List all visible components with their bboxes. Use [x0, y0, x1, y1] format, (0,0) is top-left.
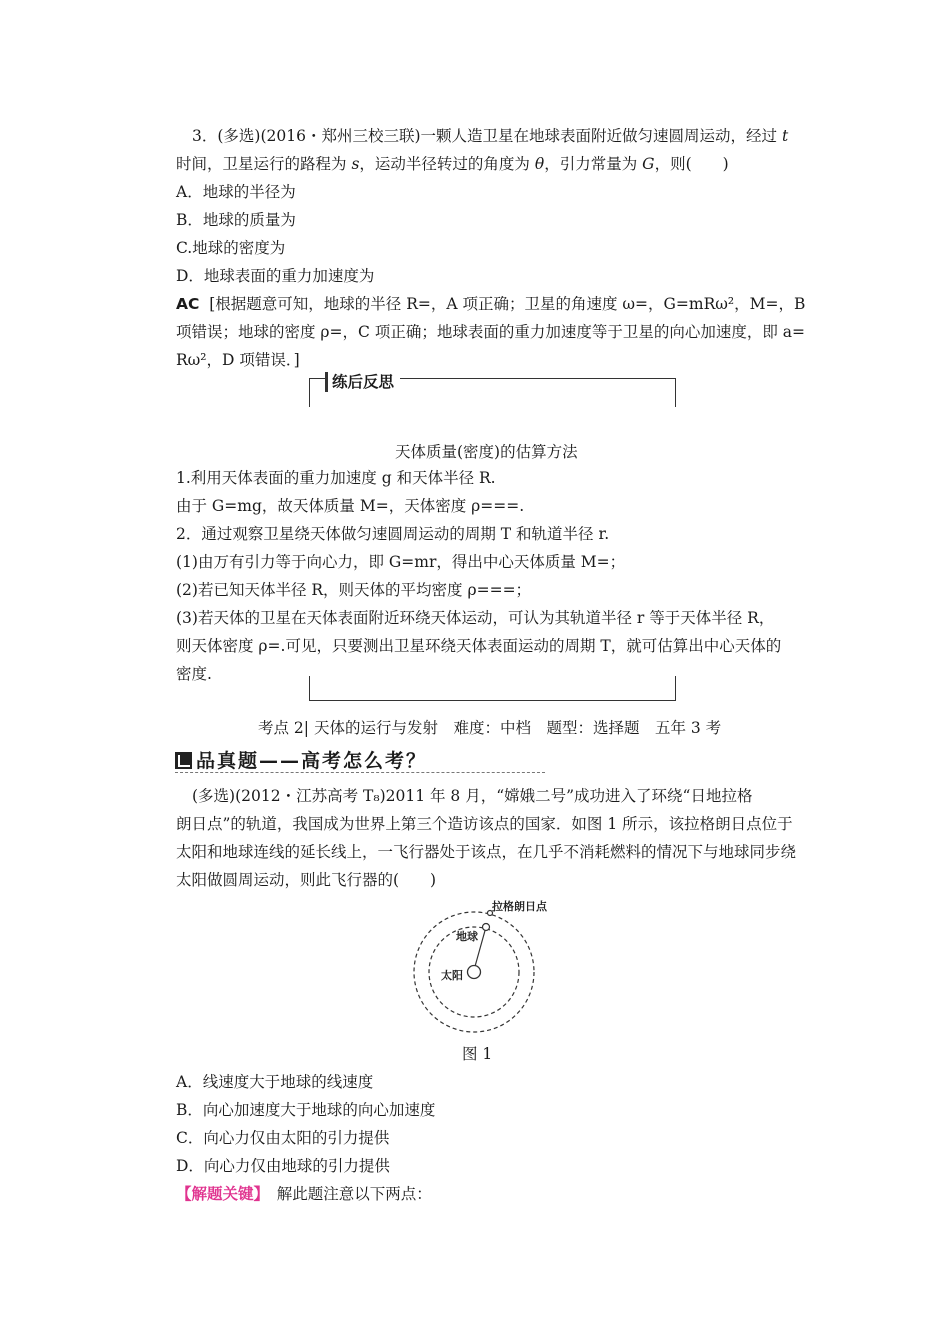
- section-heading: 品真题——高考怎么考？: [175, 748, 427, 774]
- label-sun: 太阳: [441, 969, 463, 982]
- q3-answer-line1: AC [根据题意可知，地球的半径 R=，A 项正确；卫星的角速度 ω=，G=mRω²，M=，B: [176, 295, 806, 313]
- reflection-label: 练后反思: [325, 372, 400, 392]
- option-b: B．向心加速度大于地球的向心加速度: [176, 1101, 436, 1119]
- key-line: [176, 1184, 432, 1204]
- orbit-figure: [408, 896, 548, 1036]
- option-c: C．向心力仅由太阳的引力提供: [176, 1129, 390, 1147]
- reflection-line7: 则天体密度 ρ=.可见，只要测出卫星环绕天体表面运动的周期 T，就可估算出中心天体的: [176, 637, 782, 655]
- reflection-line4: (1)由万有引力等于向心力，即 G=mr，得出中心天体质量 M=；: [176, 553, 626, 571]
- reflection-line2: 由于 G=mg，故天体质量 M=，天体密度 ρ===.: [176, 497, 525, 515]
- option-d: D．向心力仅由地球的引力提供: [176, 1157, 390, 1175]
- key-label: 【解题关键】: [176, 1185, 262, 1203]
- sun-icon: [468, 966, 481, 979]
- q3-option-b: B．地球的质量为: [176, 211, 296, 229]
- option-a: A．线速度大于地球的线速度: [176, 1073, 374, 1091]
- reflection-line6: (3)若天体的卫星在天体表面附近环绕天体运动，可认为其轨道半径 r 等于天体半径 R，: [176, 609, 775, 627]
- label-earth: 地球: [456, 930, 478, 943]
- label-lagrange: 拉格朗日点: [492, 900, 547, 913]
- q3-line1: 3．(多选)(2016・郑州三校三联)一颗人造卫星在地球表面附近做匀速圆周运动，经过 t: [192, 127, 789, 145]
- figure-caption: 图 1: [462, 1045, 493, 1063]
- q3-answer-line2: 项错误；地球的密度 ρ=，C 项正确；地球表面的重力加速度等于卫星的向心加速度，即 a=: [176, 323, 805, 341]
- q-main-line3: 太阳和地球连线的延长线上，一飞行器处于该点，在几乎不消耗燃料的情况下与地球同步绕: [176, 843, 797, 861]
- reflection-line5: (2)若已知天体半径 R，则天体的平均密度 ρ===；: [176, 581, 532, 599]
- kaodian-header: 考点 2| 天体的运行与发射 难度：中档 题型：选择题 五年 3 考: [258, 719, 722, 737]
- reflection-frame-bottom: [309, 676, 676, 701]
- answer-label: AC: [176, 295, 200, 313]
- q3-option-d: D．地球表面的重力加速度为: [176, 267, 375, 285]
- q3-option-a: A．地球的半径为: [176, 183, 296, 201]
- reflection-line8: 密度.: [176, 665, 212, 683]
- q-main-line2: 朗日点”的轨道，我国成为世界上第三个造访该点的国家．如图 1 所示，该拉格朗日点位于: [176, 815, 793, 833]
- reflection-line3: 2．通过观察卫星绕天体做匀速圆周运动的周期 T 和轨道半径 r.: [176, 525, 610, 543]
- q-main-line1: (多选)(2012・江苏高考 T₈)2011 年 8 月，“嫦娥二号”成功进入了环绕“日地拉格: [192, 787, 753, 805]
- earth-icon: [483, 924, 490, 931]
- reflection-title: 天体质量(密度)的估算方法: [395, 443, 578, 461]
- reflection-line1: 1.利用天体表面的重力加速度 g 和天体半径 R.: [176, 469, 496, 487]
- q3-option-c: C.地球的密度为: [176, 239, 286, 257]
- section-heading-underline: [175, 772, 545, 773]
- key-text: 解此题注意以下两点：: [261, 1185, 432, 1203]
- checkbox-icon: [175, 752, 192, 769]
- q-main-line4: 太阳做圆周运动，则此飞行器的( ): [176, 871, 437, 889]
- q3-line2: 时间，卫星运行的路程为 s，运动半径转过的角度为 θ，引力常量为 G，则( ): [176, 155, 729, 173]
- q3-answer-line3: Rω²，D 项错误．]: [176, 351, 300, 369]
